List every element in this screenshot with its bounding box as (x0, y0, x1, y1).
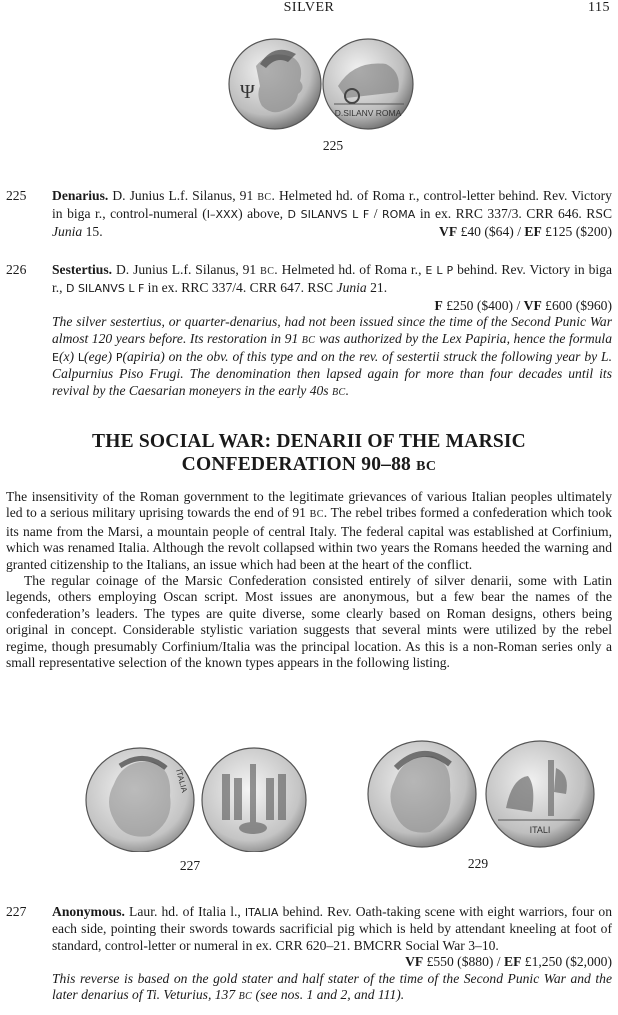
price-line: VF £40 ($64) / EF £125 ($200) (439, 223, 612, 239)
entry-number: 225 (6, 188, 27, 203)
denomination: Denarius. (52, 188, 109, 203)
running-header (0, 0, 618, 18)
coin-legend: ROMA (382, 208, 416, 222)
figure-225-caption: 225 (322, 138, 344, 153)
entry-text: Anonymous. Laur. hd. of Italia l., ITALIA behind. Rev. Oath-taking scene with eight warriors, four on each side, pointing their swords towards sacrificial pig which is held by attendant kneeling at foot of standard, control-letter or numeral in ex. CRR 620–21. BMCRR Social War 3–10. VF £550 ($880) / EF £1,250 ($2,000) This reverse is based on the gold stater and half stater of the time of the Second Punic War and the later denarius of Ti. Veturius, 137 BC (see nos. 1 and 2, and 111). (52, 904, 612, 1005)
denomination: Anonymous. (52, 904, 125, 919)
figure-229 (366, 738, 598, 848)
figure-227-caption: 227 (179, 858, 201, 873)
price-line: VF £550 ($880) / EF £1,250 ($2,000) (405, 954, 612, 970)
coin-legend: E L P (425, 264, 454, 277)
denomination: Sestertius. (52, 262, 113, 277)
coin-225-images (226, 36, 416, 132)
section-intro (6, 489, 612, 671)
entry-note: The silver sestertius, or quarter-denarius, had not been issued since the time of the Second Punic War almost 120 years before. Its restoration in 91 BC was authorized by the Lex Papiria, hence the formula E(x) L(ege) P(apiria) on the obv. of this type and on the rev. of sestertii struck the following year by L. Calpurnius Piso Frugi. The denomination then lapsed again for more than four decades until its revival by the Caesarian moneyers in the early 40s BC. (52, 314, 613, 398)
entry-note: This reverse is based on the gold stater and half stater of the time of the Second Punic War and the later denarius of Ti. Veturius, 137 BC (see nos. 1 and 2, and 111). (52, 970, 612, 1003)
intro-paragraph-1: The insensitivity of the Roman government to the legitimate grievances of various Italian peoples ultimately led to a serious military uprising towards the end of 91 BC. The rebel tribes formed a confederation which took its name from the Marsi, a mountain people of central Italy. The federal capital was established at Corfinium, which was renamed Italia. Although the revolt collapsed within two years the Romans heeded the warning and granted citizenship to the Italians, an issue which had been at the heart of the conflict. (6, 489, 612, 572)
section-title: SILVER (283, 0, 335, 15)
entry-text: Sestertius. D. Junius L.f. Silanus, 91 BC. Helmeted hd. of Roma r., E L P behind. Rev. Victory in biga r., D SILANVS L F in ex. RRC 337/4. CRR 647. RSC Junia 21. F £250 ($400) / VF £600 ($960) The silver sestertius, or quarter-denarius, had not been issued since the time of the Second Punic War almost 120 years before. Its restoration in 91 BC was authorized by the Lex Papiria, hence the formula E(x) L(ege) P(apiria) on the obv. of this type and on the rev. of sestertii struck the following year by L. Calpurnius Piso Frugi. The denomination then lapsed again for more than four decades until its revival by the Caesarian moneyers in the early 40s BC. (52, 262, 612, 401)
figure-227 (84, 744, 314, 852)
price-line: F £250 ($400) / VF £600 ($960) (434, 297, 612, 313)
entry-text: Denarius. D. Junius L.f. Silanus, 91 BC. Helmeted hd. of Roma r., control-letter behind. Rev. Victory in biga r., control-numeral (I–XXX) above, D SILANVS L F / ROMA in ex. RRC 337/3. CRR 646. RSC Junia 15. VF £40 ($64) / EF £125 ($200) (52, 188, 613, 239)
page-number: 115 (588, 0, 610, 15)
coin-legend: D SILANVS L F (287, 208, 370, 222)
section-heading: THE SOCIAL WAR: DENARII OF THE MARSIC CONFEDERATION 90–88 BC (92, 431, 526, 475)
coin-227-legend: ITALIA (174, 768, 189, 794)
coin-229-images (366, 738, 598, 848)
coin-229-exergue: ITALI (529, 825, 551, 835)
coin-legend: D SILANVS L F (65, 282, 145, 296)
coin-225-control-letter: Ψ (240, 81, 255, 103)
figure-225 (226, 36, 416, 132)
entry-number: 227 (6, 904, 27, 919)
figure-229-caption: 229 (467, 856, 489, 871)
coin-legend: I–XXX (206, 208, 239, 222)
intro-paragraph-2: The regular coinage of the Marsic Confederation consisted entirely of silver denarii, some with Latin legends, others employing Oscan script. Most issues are anonymous, but a few bear the names of the confederation’s leaders. The types are quite diverse, some clearly based on Roman designs, others being original in concept. Considerable stylistic variation suggests that several mints were utilized by the rebel regime, though presumably Corfinium/Italia was the principal location. As this is a non-Roman series only a small representative selection of the known types appears in the following listing. (6, 573, 612, 671)
coin-227-images (84, 744, 314, 852)
entry-number: 226 (6, 262, 27, 277)
coin-legend: ITALIA (244, 906, 279, 919)
coin-225-exergue: D.SILANV ROMA (334, 108, 402, 118)
